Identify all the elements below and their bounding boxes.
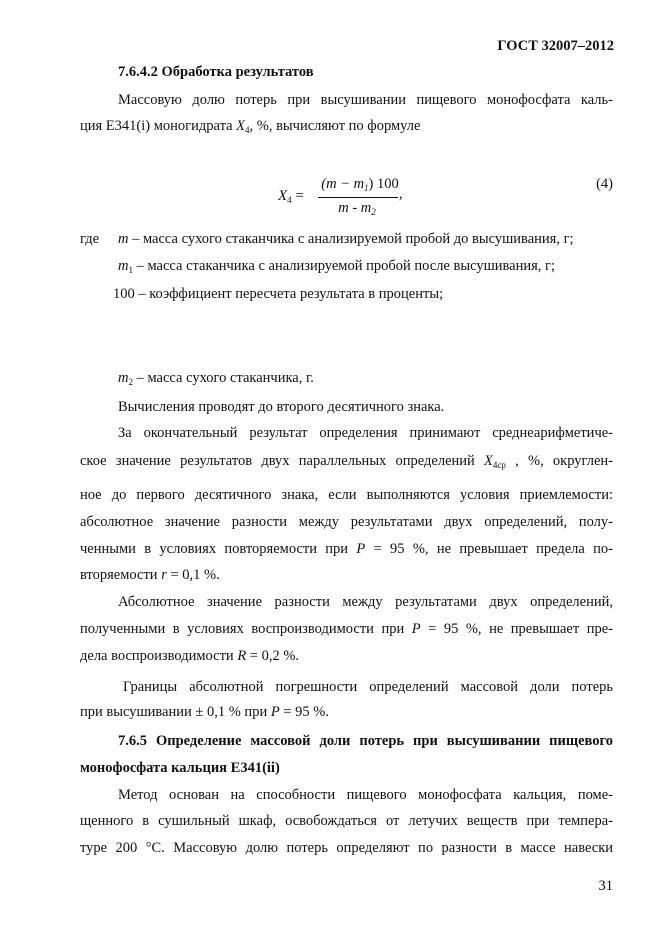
section-heading-7-6-4-2: 7.6.4.2 Обработка результатов bbox=[118, 64, 314, 80]
intro-line-1: Массовую долю потерь при высушивании пищевого монофосфата каль- bbox=[118, 92, 613, 108]
formula-comma: , bbox=[399, 186, 403, 202]
p5-line-1: Метод основан на способности пищевого монофосфата кальция, поме- bbox=[118, 787, 613, 803]
paragraph-decimal: Вычисления проводят до второго десятичного знака. bbox=[118, 399, 445, 415]
section-heading-7-6-5: 7.6.5 Определение массовой доли потерь при высушивании пищевого bbox=[118, 733, 613, 749]
p2-line-6: вторяемости r = 0,1 %. bbox=[80, 567, 220, 583]
formula-lhs: $X_4$ = bbox=[278, 188, 304, 205]
formula-denominator: m - $m_2$ bbox=[338, 200, 376, 217]
p2-line-3: ное до первого десятичного знака, если выполняются условия приемлемости: bbox=[80, 487, 613, 503]
p5-line-3: туре 200 °С. Массовую долю потерь определяют по разности в массе навески bbox=[80, 840, 613, 856]
definition-100: 100 – коэффициент пересчета результата в проценты; bbox=[113, 286, 444, 302]
intro-line-2: ция E341(i) моногидрата $X_4$, %, вычисляют по формуле bbox=[80, 118, 421, 135]
formula-number: (4) bbox=[596, 176, 613, 192]
where-label: где bbox=[80, 231, 100, 247]
p3-line-1: Абсолютное значение разности между результатами двух определений, bbox=[118, 594, 613, 610]
definition-m: m – масса сухого стаканчика с анализируемой пробой до высушивания, г; bbox=[118, 231, 574, 247]
definition-m2: $m_2$ – масса сухого стаканчика, г. bbox=[118, 370, 314, 387]
standard-header: ГОСТ 32007–2012 bbox=[497, 38, 614, 54]
p4-line-2: при высушивании ± 0,1 % при P = 95 %. bbox=[80, 704, 329, 720]
p4-line-1: Границы абсолютной погрешности определений массовой доли потерь bbox=[123, 679, 613, 695]
p5-line-2: щенного в сушильный шкаф, освобождаться от летучих веществ при темпера- bbox=[80, 813, 613, 829]
fraction-bar bbox=[318, 197, 398, 198]
formula-numerator: $(m - m_1)$ 100 bbox=[321, 176, 399, 193]
p2-line-4: абсолютное значение разности между результатами двух определений, полу- bbox=[80, 514, 613, 530]
p2-line-2: ское значение результатов двух параллельных определений $X_{4ср}$ , %, округлен- bbox=[80, 453, 613, 470]
p2-line-1: За окончательный результат определения принимают среднеарифметиче- bbox=[118, 425, 613, 441]
p3-line-3: дела воспроизводимости R = 0,2 %. bbox=[80, 648, 300, 664]
definition-m1: $m_1$ – масса стаканчика с анализируемой пробой после высушивания, г; bbox=[118, 258, 556, 275]
p2-line-5: ченными в условиях повторяемости при P = 95 %, не превышает предела по- bbox=[80, 541, 613, 557]
p3-line-2: полученными в условиях воспроизводимости при P = 95 %, не превышает пре- bbox=[80, 621, 613, 637]
section-heading-7-6-5-line-2: монофосфата кальция E341(ii) bbox=[80, 760, 280, 776]
page-number: 31 bbox=[598, 878, 613, 894]
